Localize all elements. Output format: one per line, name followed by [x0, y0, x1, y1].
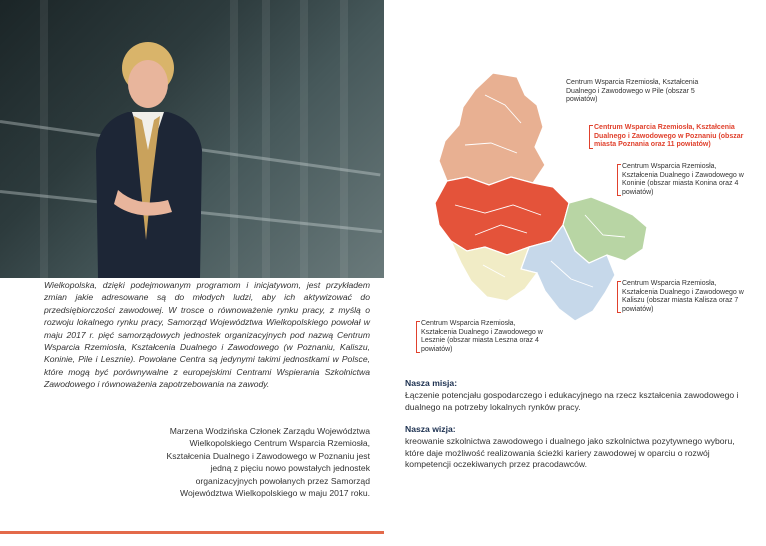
- portrait-photo: [0, 0, 384, 278]
- map-label-kalisz: [622, 280, 752, 314]
- map-label-pila: Centrum Wsparcia Rzemiosła, Kształcenia Dualnego i Zawodowego w Pile (obszar 5 powiatów): [566, 79, 699, 104]
- map-label-poznan: [594, 124, 744, 150]
- accent-bar: [0, 531, 384, 534]
- mission-title: Nasza misja:: [405, 378, 458, 388]
- map-label-konin-text: Centrum Wsparcia Rzemiosła, Kształcenia Dualnego i Zawodowego w Koninie (obszar miasta Konina oraz 4 powiatów): [622, 163, 744, 196]
- map-label-leszno: [421, 320, 553, 354]
- mission-text: Łączenie potencjału gospodarczego i edukacyjnego na rzecz kształcenia zawodowego i dualnego na potrzeby lokalnych rynków pracy.: [405, 390, 739, 412]
- map-label-kalisz-text: Centrum Wsparcia Rzemiosła, Kształcenia Dualnego i Zawodowego w Kaliszu (obszar miasta Kalisza oraz 7 powiatów): [622, 280, 744, 313]
- vision-text: kreowanie szkolnictwa zawodowego i dualnego jako szkolnictwa pozytywnego wyboru, które daje możliwość realizowania ścieżki kariery zawodowej w oparciu o rozwój kompetencji oczekiwanych przez pracodawców.: [405, 436, 735, 470]
- intro-paragraph: Wielkopolska, dzięki podejmowanym programom i inicjatywom, jest przykładem zmian jakie adresowane są do młodych ludzi, aby ich aktywizować do przedsiębiorczości zawodowej. W trosce o równoważenie rynku pracy, z myślą o rozwoju lokalnego rynku pracy, Samorząd Województwa Wielkopolskiego powołał w maju 2017 r. pięć samorządowych jednostek organizacyjnych pod nazwą Centrum Wsparcia Rzemiosła, Kształcenia Dualnego i Zawodowego (w Poznaniu, Kaliszu, Koninie, Pile i Lesznie). Powołane Centra są jedynymi takimi jednostkami w Polsce, które mogą być porównywalne z europejskimi Centrami Wspierania Szkolnictwa Zawodowego i równoważenia zapotrzebowania na zawody.: [44, 280, 370, 390]
- photo-caption: Marzena Wodzińska Członek Zarządu Województwa Wielkopolskiego Centrum Wsparcia Rzemiosła, Kształcenia Dualnego i Zawodowego w Poznaniu jest jedną z pięciu nowo powstałych jednostek organizacyjnych powołanych przez Samorząd Województwa Wielkopolskiego w maju 2017 roku.: [166, 426, 370, 499]
- map-label-poznan-text: Centrum Wsparcia Rzemiosła, Kształcenia Dualnego i Zawodowego w Poznaniu (obszar miasta Poznania oraz 11 powiatów): [594, 124, 744, 149]
- person-figure: [88, 40, 208, 278]
- map-label-leszno-text: Centrum Wsparcia Rzemiosła, Kształcenia Dualnego i Zawodowego w Lesznie (obszar miasta Leszna oraz 4 powiatów): [421, 320, 543, 353]
- map-region-pila: [439, 73, 545, 185]
- vision-title: Nasza wizja:: [405, 424, 456, 434]
- map-label-konin: [622, 163, 750, 197]
